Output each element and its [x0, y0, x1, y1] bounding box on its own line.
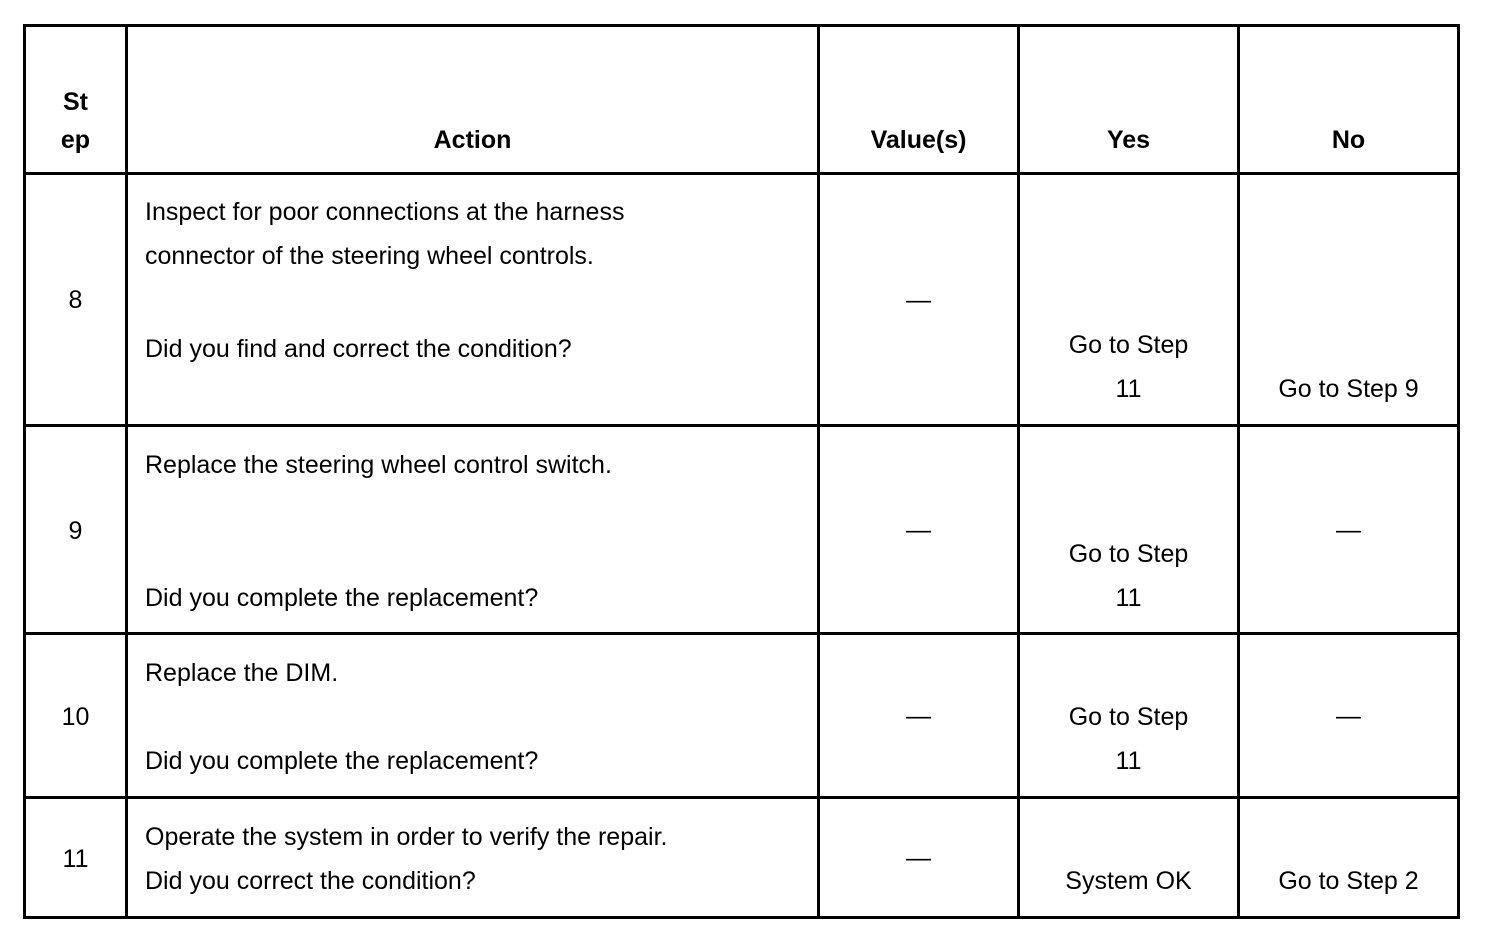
no-cell: —: [1239, 426, 1459, 634]
header-row: [25, 26, 1459, 174]
header-yes: Yes: [1019, 26, 1239, 174]
step-cell: 10: [25, 634, 127, 798]
table-row: [25, 174, 1459, 426]
value-cell: —: [819, 426, 1019, 634]
header-step-line2: ep: [60, 126, 91, 154]
header-values: Value(s): [819, 26, 1019, 174]
no-cell: —: [1239, 634, 1459, 798]
action-cell: Replace the DIM. Did you complete the replacement?: [127, 634, 819, 798]
header-action: Action: [127, 26, 819, 174]
table-row: [25, 798, 1459, 918]
no-cell: Go to Step 2: [1239, 798, 1459, 918]
header-step: [25, 26, 127, 174]
value-cell: —: [819, 798, 1019, 918]
table-row: [25, 634, 1459, 798]
yes-cell: Go to Step 11: [1019, 174, 1239, 426]
step-cell: 8: [25, 174, 127, 426]
action-cell: Replace the steering wheel control switch. Did you complete the replacement?: [127, 426, 819, 634]
value-cell: —: [819, 174, 1019, 426]
action-cell: Inspect for poor connections at the harness connector of the steering wheel controls. Did you find and correct the condition?: [127, 174, 819, 426]
table-row: [25, 426, 1459, 634]
action-cell: Operate the system in order to verify the repair. Did you correct the condition?: [127, 798, 819, 918]
header-no: No: [1239, 26, 1459, 174]
diagnostic-table: [23, 24, 1460, 919]
value-cell: —: [819, 634, 1019, 798]
step-cell: 11: [25, 798, 127, 918]
step-cell: 9: [25, 426, 127, 634]
yes-cell: Go to Step 11: [1019, 634, 1239, 798]
no-cell: Go to Step 9: [1239, 174, 1459, 426]
yes-cell: Go to Step 11: [1019, 426, 1239, 634]
yes-cell: System OK: [1019, 798, 1239, 918]
header-step-line1: St: [63, 88, 88, 116]
